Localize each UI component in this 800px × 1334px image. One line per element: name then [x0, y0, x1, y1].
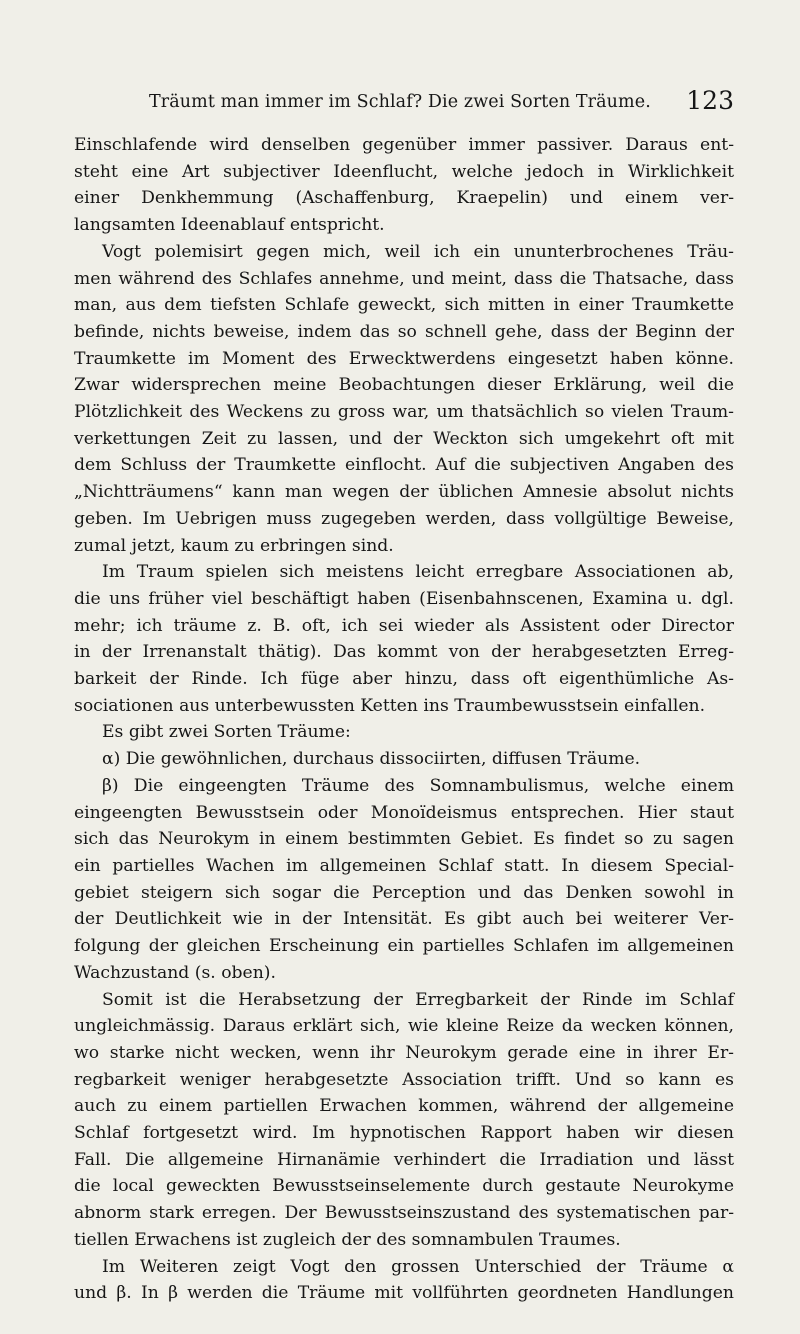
text-line: Zwar widersprechen meine Beobachtungen dieser Erklärung, weil die — [74, 375, 734, 396]
page-header — [74, 86, 734, 122]
running-head: Träumt man immer im Schlaf? Die zwei Sorten Träume. — [149, 92, 651, 112]
text-line: β) Die eingeengten Träume des Somnambulismus, welche einem — [102, 775, 734, 796]
text-line: man, aus dem tiefsten Schlafe geweckt, sich mitten in einer Traumkette — [74, 295, 734, 316]
text-line: verkettungen Zeit zu lassen, und der Weckton sich umgekehrt oft mit — [74, 428, 734, 449]
text-line: Schlaf fortgesetzt wird. Im hypnotischen Rapport haben wir diesen — [74, 1123, 734, 1144]
text-line: tiellen Erwachens ist zugleich der des somnambulen Traumes. — [74, 1229, 621, 1250]
text-line: regbarkeit weniger herabgesetzte Association trifft. Und so kann es — [74, 1069, 734, 1090]
text-line: Fall. Die allgemeine Hirnanämie verhindert die Irradiation und lässt — [74, 1149, 734, 1170]
text-line: sociationen aus unterbewussten Ketten ins Traumbewusstsein einfallen. — [74, 695, 706, 716]
text-line: langsamten Ideenablauf entspricht. — [74, 215, 385, 236]
text-line: zumal jetzt, kaum zu erbringen sind. — [74, 535, 394, 556]
text-line: folgung der gleichen Erscheinung ein partielles Schlafen im allgemeinen — [74, 936, 734, 957]
text-line: Traumkette im Moment des Erwecktwerdens eingesetzt haben könne. — [74, 348, 734, 369]
text-line: die uns früher viel beschäftigt haben (Eisenbahnscenen, Examina u. dgl. — [74, 588, 734, 609]
text-line: und β. In β werden die Träume mit vollführten geordneten Handlungen — [74, 1283, 734, 1304]
text-line: der Deutlichkeit wie in der Intensität. Es gibt auch bei weiterer Ver- — [74, 909, 734, 930]
text-line: Im Weiteren zeigt Vogt den grossen Unterschied der Träume α — [102, 1256, 734, 1277]
text-line: einer Denkhemmung (Aschaffenburg, Kraepelin) und einem ver- — [74, 188, 734, 209]
text-line: barkeit der Rinde. Ich füge aber hinzu, dass oft eigenthümliche As- — [74, 669, 734, 690]
text-line: Vogt polemisirt gegen mich, weil ich ein ununterbrochenes Träu- — [102, 241, 734, 262]
text-line: gebiet steigern sich sogar die Perception und das Denken sowohl in — [74, 882, 734, 903]
text-line: befinde, nichts beweise, indem das so schnell gehe, dass der Beginn der — [74, 321, 734, 342]
text-line: ungleichmässig. Daraus erklärt sich, wie kleine Reize da wecken können, — [74, 1016, 734, 1037]
text-line: die local geweckten Bewusstseinselemente durch gestaute Neurokyme — [74, 1176, 734, 1197]
text-line: Einschlafende wird denselben gegenüber immer passiver. Daraus ent- — [74, 135, 734, 155]
text-line: Plötzlichkeit des Weckens zu gross war, um thatsächlich so vielen Traum- — [74, 402, 734, 423]
text-line: ein partielles Wachen im allgemeinen Schlaf statt. In diesem Special- — [74, 855, 734, 876]
text-line: Im Traum spielen sich meistens leicht erregbare Associationen ab, — [102, 562, 734, 583]
text-line: Wachzustand (s. oben). — [74, 962, 276, 983]
text-line: dem Schluss der Traumkette einflocht. Auf die subjectiven Angaben des — [74, 455, 734, 476]
page-number: 123 — [686, 86, 734, 115]
text-line: geben. Im Uebrigen muss zugegeben werden, dass vollgültige Beweise, — [74, 508, 734, 529]
text-line: mehr; ich träume z. B. oft, ich sei wieder als Assistent oder Director — [74, 615, 734, 636]
text-line: Es gibt zwei Sorten Träume: — [102, 722, 351, 743]
text-line: α) Die gewöhnlichen, durchaus dissociirten, diffusen Träume. — [102, 749, 641, 770]
text-line: Somit ist die Herabsetzung der Erregbarkeit der Rinde im Schlaf — [102, 989, 734, 1010]
body-text — [74, 132, 734, 1307]
text-line: eingeengten Bewusstsein oder Monoïdeismus entsprechen. Hier staut — [74, 802, 734, 823]
text-line: wo starke nicht wecken, wenn ihr Neurokym gerade eine in ihrer Er- — [74, 1042, 734, 1063]
text-line: auch zu einem partiellen Erwachen kommen, während der allgemeine — [74, 1096, 734, 1117]
text-line: steht eine Art subjectiver Ideenflucht, welche jedoch in Wirklichkeit — [74, 161, 734, 182]
text-line: men während des Schlafes annehme, und meint, dass die Thatsache, dass — [74, 268, 734, 289]
text-line: sich das Neurokym in einem bestimmten Gebiet. Es findet so zu sagen — [74, 829, 734, 850]
text-line: „Nichtträumens“ kann man wegen der üblichen Amnesie absolut nichts — [74, 482, 734, 503]
text-line: in der Irrenanstalt thätig). Das kommt von der herabgesetzten Erreg- — [74, 642, 734, 663]
text-line: abnorm stark erregen. Der Bewusstseinszustand des systematischen par- — [74, 1203, 734, 1224]
